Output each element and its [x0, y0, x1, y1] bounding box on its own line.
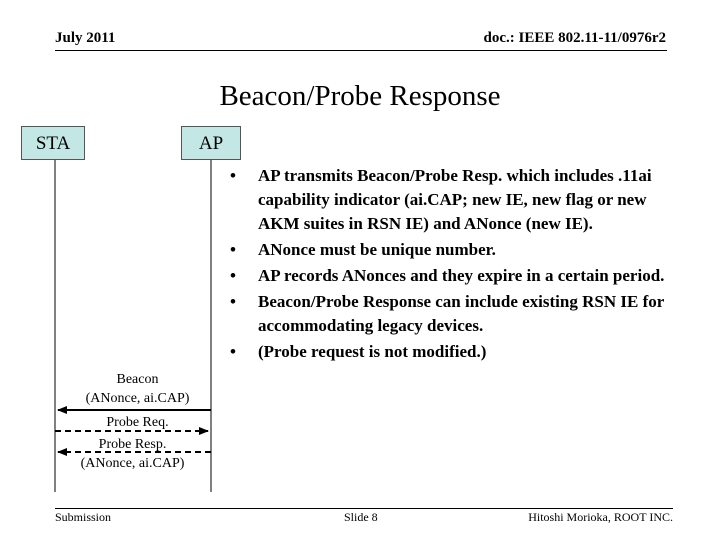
footer-author: Hitoshi Morioka, ROOT INC.	[528, 510, 673, 524]
bullet-item	[226, 264, 666, 288]
probe-resp-message-label: Probe Resp. (ANonce, ai.CAP)	[80, 437, 185, 471]
footer-rule	[55, 508, 673, 509]
bullet-item	[226, 164, 666, 236]
bullet-item	[226, 340, 666, 364]
bullet-text: Beacon/Probe Response can include existing RSN IE for accommodating legacy devices.	[258, 292, 664, 335]
bullet-item	[226, 290, 666, 338]
slide-title: Beacon/Probe Response	[219, 80, 501, 112]
header-date: July 2011	[55, 30, 116, 46]
bullet-dot-icon: •	[230, 166, 236, 185]
bullet-list	[226, 164, 666, 366]
bullet-dot-icon: •	[230, 266, 236, 285]
footer-slide-number: Slide 8	[344, 510, 378, 524]
bullet-item	[226, 238, 666, 262]
footer-submission: Submission	[55, 510, 112, 524]
sta-box: STA	[21, 126, 85, 160]
bullet-dot-icon: •	[230, 292, 236, 311]
bullet-text: ANonce must be unique number.	[258, 240, 496, 259]
bullet-text: AP transmits Beacon/Probe Resp. which includes .11ai capability indicator (ai.CAP; new IE, new flag or new AKM suites in RSN IE) and ANonce (new IE).	[258, 166, 652, 233]
bullet-text: (Probe request is not modified.)	[258, 342, 487, 361]
bullet-text: AP records ANonces and they expire in a certain period.	[258, 266, 665, 285]
ap-box: AP	[181, 126, 241, 160]
header-doc-id: doc.: IEEE 802.11-11/0976r2	[483, 30, 666, 46]
beacon-message-label: Beacon (ANonce, ai.CAP)	[85, 372, 190, 406]
bullet-dot-icon: •	[230, 342, 236, 361]
bullet-dot-icon: •	[230, 240, 236, 259]
probe-req-message-label: Probe Req.	[106, 415, 169, 430]
